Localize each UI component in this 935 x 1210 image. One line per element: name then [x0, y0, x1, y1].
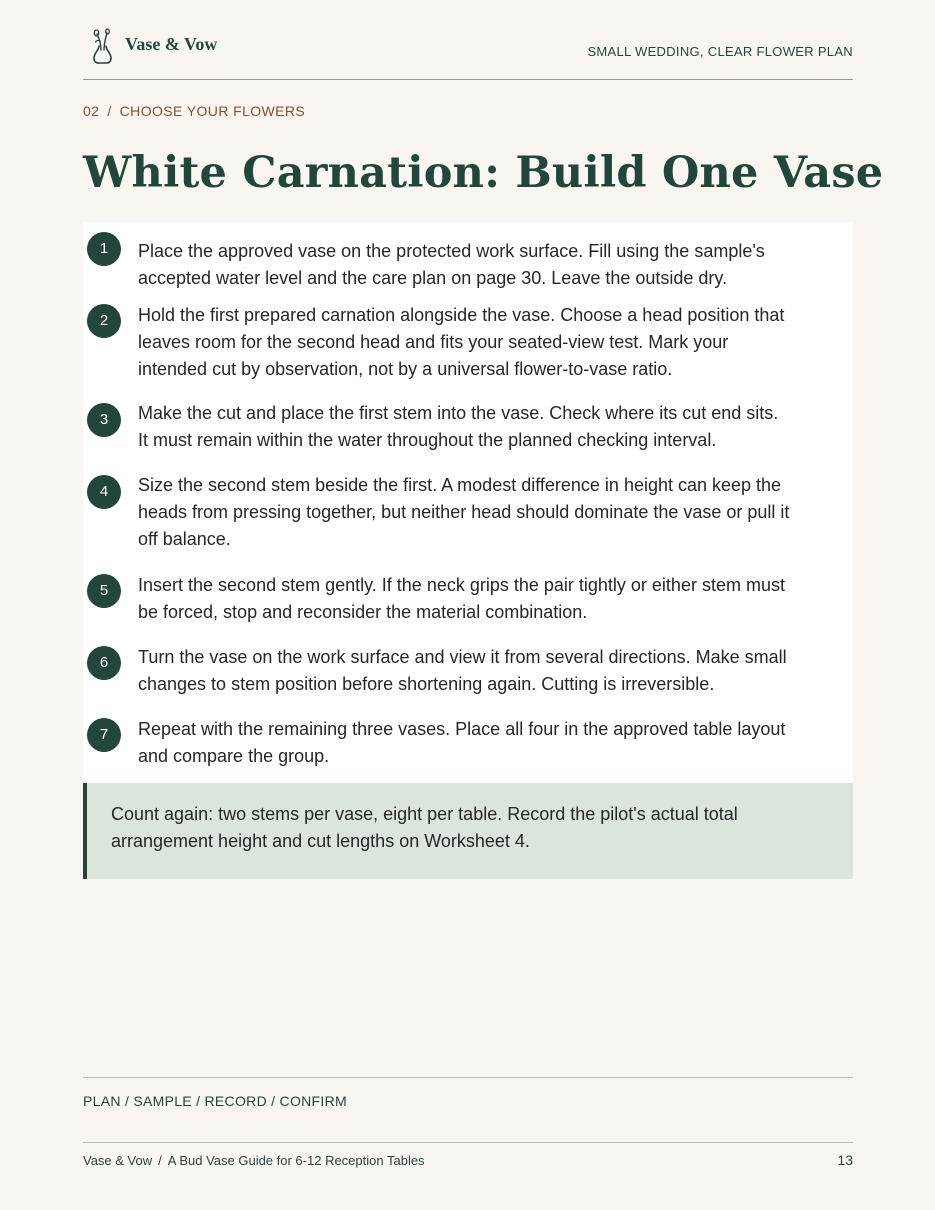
- count-reminder-callout: [83, 783, 853, 879]
- step-line: Size the second stem beside the first. A modest difference in height can keep the: [138, 475, 782, 495]
- step-line: Repeat with the remaining three vases. Place all four in the approved table layout: [138, 719, 786, 739]
- step-text: [138, 472, 844, 553]
- brand-name: Vase & Vow: [125, 33, 218, 54]
- step-number-badge: 4: [87, 475, 121, 509]
- step-line: Place the approved vase on the protected work surface. Fill using the sample's: [138, 241, 765, 261]
- callout-line: Count again: two stems per vase, eight per table. Record the pilot's actual total: [111, 804, 738, 824]
- step-line: leaves room for the second head and fits your seated-view test. Mark your: [138, 332, 729, 352]
- section-eyebrow: [83, 103, 305, 119]
- step-text: [138, 572, 844, 626]
- bud-vase-icon: [91, 28, 115, 64]
- callout-line: arrangement height and cut lengths on Worksheet 4.: [111, 831, 530, 851]
- page-number: 13: [837, 1152, 853, 1168]
- step-line: Turn the vase on the work surface and view it from several directions. Make small: [138, 647, 787, 667]
- step-line: Insert the second stem gently. If the neck grips the pair tightly or either stem must: [138, 575, 785, 595]
- step-number-badge: 7: [87, 718, 121, 752]
- footer-brand: Vase & Vow: [83, 1153, 153, 1168]
- footer-guide-info: [83, 1153, 425, 1168]
- steps-list: [83, 222, 853, 783]
- step-line: changes to stem position before shortening again. Cutting is irreversible.: [138, 674, 715, 694]
- step-text: [138, 238, 844, 292]
- footer-divider: [83, 1142, 853, 1143]
- step-line: intended cut by observation, not by a universal flower-to-vase ratio.: [138, 359, 673, 379]
- page-header: [83, 26, 853, 80]
- step-number-badge: 5: [87, 574, 121, 608]
- brand: [91, 28, 217, 64]
- process-steps: PLAN / SAMPLE / RECORD / CONFIRM: [83, 1093, 347, 1109]
- page: [83, 0, 884, 1210]
- step-line: Hold the first prepared carnation alongside the vase. Choose a head position that: [138, 305, 785, 325]
- step-number-badge: 1: [87, 232, 121, 266]
- step-line: It must remain within the water throughout the planned checking interval.: [138, 430, 717, 450]
- eyebrow-separator: /: [107, 103, 112, 119]
- page-title: White Carnation: Build One Vase: [83, 148, 884, 198]
- step-line: accepted water level and the care plan on page 30. Leave the outside dry.: [138, 268, 728, 288]
- section-number: 02: [83, 103, 100, 119]
- step-number-badge: 6: [87, 646, 121, 680]
- footer-divider: [83, 1077, 853, 1078]
- section-name: CHOOSE YOUR FLOWERS: [119, 103, 306, 119]
- step-text: [138, 644, 844, 698]
- step-number-badge: 3: [87, 403, 121, 437]
- step-line: and compare the group.: [138, 746, 330, 766]
- footer-guide-title: A Bud Vase Guide for 6-12 Reception Tables: [167, 1153, 425, 1168]
- step-line: be forced, stop and reconsider the material combination.: [138, 602, 588, 622]
- header-tagline: SMALL WEDDING, CLEAR FLOWER PLAN: [587, 44, 853, 59]
- footer-separator: /: [158, 1153, 162, 1168]
- callout-text: [111, 801, 831, 855]
- step-line: off balance.: [138, 529, 231, 549]
- step-number-badge: 2: [87, 304, 121, 338]
- step-text: [138, 302, 844, 383]
- step-text: [138, 716, 844, 770]
- step-line: heads from pressing together, but neither head should dominate the vase or pull it: [138, 502, 790, 522]
- step-line: Make the cut and place the first stem into the vase. Check where its cut end sits.: [138, 403, 779, 423]
- step-text: [138, 400, 844, 454]
